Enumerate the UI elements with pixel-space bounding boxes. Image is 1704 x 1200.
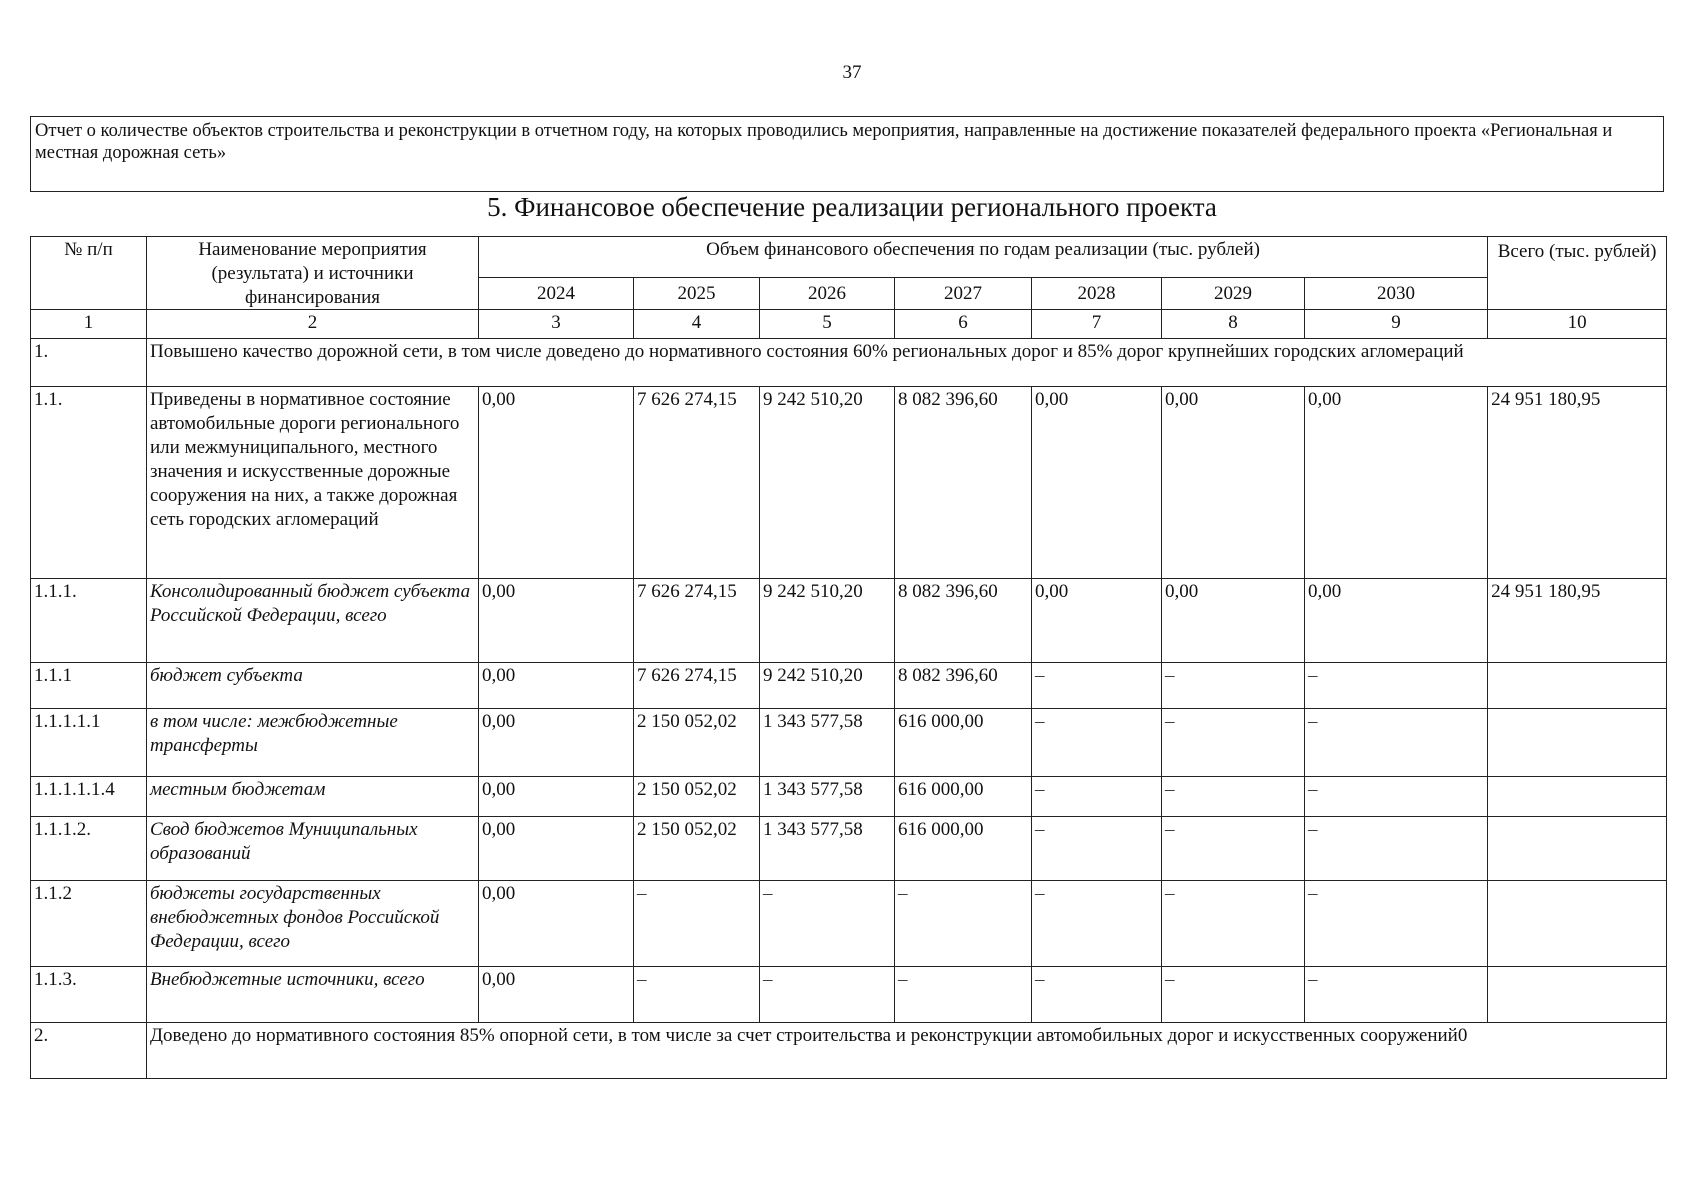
- cell-2030: –: [1305, 663, 1488, 709]
- row-name: местным бюджетам: [147, 777, 479, 817]
- cell-2029: –: [1162, 881, 1305, 967]
- header-year: 2025: [634, 278, 760, 310]
- cell-2028: 0,00: [1032, 387, 1162, 579]
- table-row: [31, 777, 1667, 817]
- column-number: 7: [1032, 310, 1162, 339]
- table-row: [31, 709, 1667, 777]
- section-text: Повышено качество дорожной сети, в том числе доведено до нормативного состояния 60% региональных дорог и 85% дорог крупнейших городских агломераций: [147, 339, 1667, 387]
- cell-2024: 0,00: [479, 387, 634, 579]
- header-year: 2024: [479, 278, 634, 310]
- table-row: [31, 387, 1667, 579]
- row-name: Внебюджетные источники, всего: [147, 967, 479, 1023]
- row-num: 1.1.2: [31, 881, 147, 967]
- cell-2027: 616 000,00: [895, 817, 1032, 881]
- cell-2027: –: [895, 967, 1032, 1023]
- cell-2030: –: [1305, 709, 1488, 777]
- row-name: бюджеты государственных внебюджетных фондов Российской Федерации, всего: [147, 881, 479, 967]
- cell-total: [1488, 777, 1667, 817]
- header-year: 2029: [1162, 278, 1305, 310]
- column-number: 3: [479, 310, 634, 339]
- cell-total: 24 951 180,95: [1488, 387, 1667, 579]
- cell-2030: –: [1305, 777, 1488, 817]
- row-num: 1.1.1.1.1.4: [31, 777, 147, 817]
- cell-2029: –: [1162, 709, 1305, 777]
- cell-2030: 0,00: [1305, 387, 1488, 579]
- cell-2029: 0,00: [1162, 579, 1305, 663]
- cell-2026: –: [760, 881, 895, 967]
- row-num: 1.1.1.2.: [31, 817, 147, 881]
- cell-2026: –: [760, 967, 895, 1023]
- section-row: [31, 1023, 1667, 1079]
- cell-2030: –: [1305, 881, 1488, 967]
- cell-2025: 7 626 274,15: [634, 579, 760, 663]
- table-row: [31, 967, 1667, 1023]
- cell-total: [1488, 709, 1667, 777]
- cell-2025: 2 150 052,02: [634, 777, 760, 817]
- cell-2028: –: [1032, 709, 1162, 777]
- column-number: 8: [1162, 310, 1305, 339]
- cell-2029: –: [1162, 967, 1305, 1023]
- cell-2024: 0,00: [479, 663, 634, 709]
- header-row-1: [31, 237, 1667, 278]
- row-num: 1.1.: [31, 387, 147, 579]
- cell-2029: –: [1162, 817, 1305, 881]
- cell-2030: –: [1305, 967, 1488, 1023]
- cell-2025: 7 626 274,15: [634, 387, 760, 579]
- cell-2028: –: [1032, 967, 1162, 1023]
- cell-total: [1488, 663, 1667, 709]
- section-num: 1.: [31, 339, 147, 387]
- cell-total: [1488, 817, 1667, 881]
- financing-table: [30, 236, 1667, 1079]
- header-year: 2027: [895, 278, 1032, 310]
- cell-2028: –: [1032, 881, 1162, 967]
- table-row: [31, 663, 1667, 709]
- column-number: 9: [1305, 310, 1488, 339]
- cell-2024: 0,00: [479, 579, 634, 663]
- section-text: Доведено до нормативного состояния 85% опорной сети, в том числе за счет строительства и реконструкции автомобильных дорог и искусственных сооружений0: [147, 1023, 1667, 1079]
- cell-total: 24 951 180,95: [1488, 579, 1667, 663]
- row-num: 1.1.1: [31, 663, 147, 709]
- row-name: бюджет субъекта: [147, 663, 479, 709]
- cell-2027: 8 082 396,60: [895, 579, 1032, 663]
- page-number: 37: [842, 62, 862, 83]
- cell-2028: 0,00: [1032, 579, 1162, 663]
- header-year: 2030: [1305, 278, 1488, 310]
- report-note-box: [30, 116, 1664, 192]
- column-number: 4: [634, 310, 760, 339]
- cell-2026: 9 242 510,20: [760, 579, 895, 663]
- cell-2028: –: [1032, 777, 1162, 817]
- section-row: [31, 339, 1667, 387]
- cell-2025: 2 150 052,02: [634, 709, 760, 777]
- cell-2026: 1 343 577,58: [760, 777, 895, 817]
- row-num: 1.1.3.: [31, 967, 147, 1023]
- column-number: 2: [147, 310, 479, 339]
- column-number: 5: [760, 310, 895, 339]
- cell-2029: –: [1162, 777, 1305, 817]
- table-row: [31, 881, 1667, 967]
- column-number: 10: [1488, 310, 1667, 339]
- cell-2027: –: [895, 881, 1032, 967]
- column-number: 6: [895, 310, 1032, 339]
- row-num: 1.1.1.1.1: [31, 709, 147, 777]
- row-name: Приведены в нормативное состояние автомобильные дороги регионального или межмуниципального, местного значения и искусственные дорожные сооружения на них, а также дорожная сеть городских агломераций: [147, 387, 479, 579]
- table-row: [31, 817, 1667, 881]
- cell-2026: 1 343 577,58: [760, 709, 895, 777]
- cell-2027: 616 000,00: [895, 709, 1032, 777]
- cell-2024: 0,00: [479, 709, 634, 777]
- header-total: Всего (тыс. рублей): [1488, 237, 1667, 310]
- cell-2028: –: [1032, 817, 1162, 881]
- cell-2027: 616 000,00: [895, 777, 1032, 817]
- header-volume: Объем финансового обеспечения по годам реализации (тыс. рублей): [479, 237, 1488, 278]
- header-year: 2028: [1032, 278, 1162, 310]
- column-number-row: [31, 310, 1667, 339]
- cell-2027: 8 082 396,60: [895, 387, 1032, 579]
- cell-2030: 0,00: [1305, 579, 1488, 663]
- cell-2025: 2 150 052,02: [634, 817, 760, 881]
- cell-2024: 0,00: [479, 967, 634, 1023]
- cell-2029: 0,00: [1162, 387, 1305, 579]
- cell-2030: –: [1305, 817, 1488, 881]
- cell-total: [1488, 967, 1667, 1023]
- row-name: в том числе: межбюджетные трансферты: [147, 709, 479, 777]
- table-row: [31, 579, 1667, 663]
- row-name: Свод бюджетов Муниципальных образований: [147, 817, 479, 881]
- cell-2029: –: [1162, 663, 1305, 709]
- cell-2025: 7 626 274,15: [634, 663, 760, 709]
- cell-2026: 9 242 510,20: [760, 387, 895, 579]
- section-title: 5. Финансовое обеспечение реализации регионального проекта: [487, 192, 1217, 222]
- cell-2024: 0,00: [479, 817, 634, 881]
- cell-2025: –: [634, 967, 760, 1023]
- report-note-text: Отчет о количестве объектов строительства и реконструкции в отчетном году, на которых проводились мероприятия, направленные на достижение показателей федерального проекта «Региональная и местная дорожная сеть»: [35, 121, 1613, 163]
- cell-2028: –: [1032, 663, 1162, 709]
- row-num: 1.1.1.: [31, 579, 147, 663]
- cell-total: [1488, 881, 1667, 967]
- cell-2026: 9 242 510,20: [760, 663, 895, 709]
- column-number: 1: [31, 310, 147, 339]
- cell-2025: –: [634, 881, 760, 967]
- cell-2024: 0,00: [479, 881, 634, 967]
- header-name: Наименование мероприятия (результата) и источники финансирования: [147, 237, 479, 310]
- header-year: 2026: [760, 278, 895, 310]
- header-num: № п/п: [31, 237, 147, 310]
- row-name: Консолидированный бюджет субъекта Российской Федерации, всего: [147, 579, 479, 663]
- section-num: 2.: [31, 1023, 147, 1079]
- cell-2026: 1 343 577,58: [760, 817, 895, 881]
- cell-2027: 8 082 396,60: [895, 663, 1032, 709]
- cell-2024: 0,00: [479, 777, 634, 817]
